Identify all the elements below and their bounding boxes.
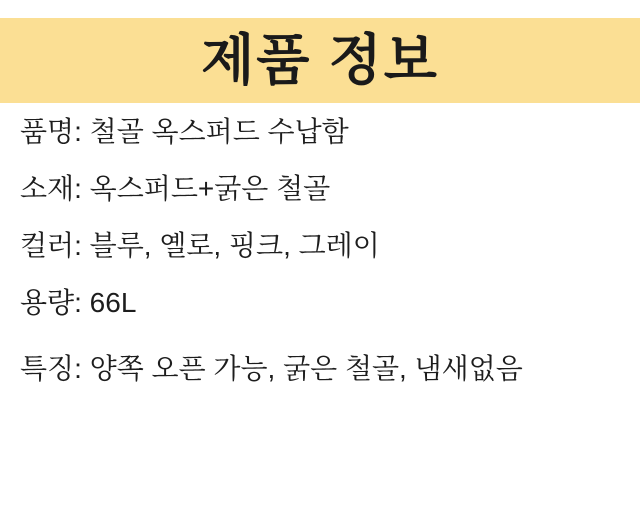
spec-label-material: 소재: [20,173,82,204]
spec-label-capacity: 용량: [20,287,82,318]
spec-value-features: 양쪽 오픈 가능, 굵은 철골, 냄새없음 [89,353,523,384]
spec-row [20,289,620,317]
spec-label-features: 특징: [20,353,82,384]
spec-list [20,118,620,391]
title-banner [0,18,640,103]
spec-value-color: 블루, 옐로, 핑크, 그레이 [89,230,380,261]
spec-row [20,232,620,260]
spec-row [20,346,620,391]
spec-value-material: 옥스퍼드+굵은 철골 [89,173,331,204]
page-title: 제품 정보 [201,29,439,91]
spec-value-name: 철골 옥스퍼드 수납함 [89,116,349,147]
spec-row [20,118,620,146]
spec-row [20,175,620,203]
spec-label-color: 컬러: [20,230,82,261]
spec-label-name: 품명: [20,116,82,147]
spec-value-capacity: 66L [89,287,137,318]
